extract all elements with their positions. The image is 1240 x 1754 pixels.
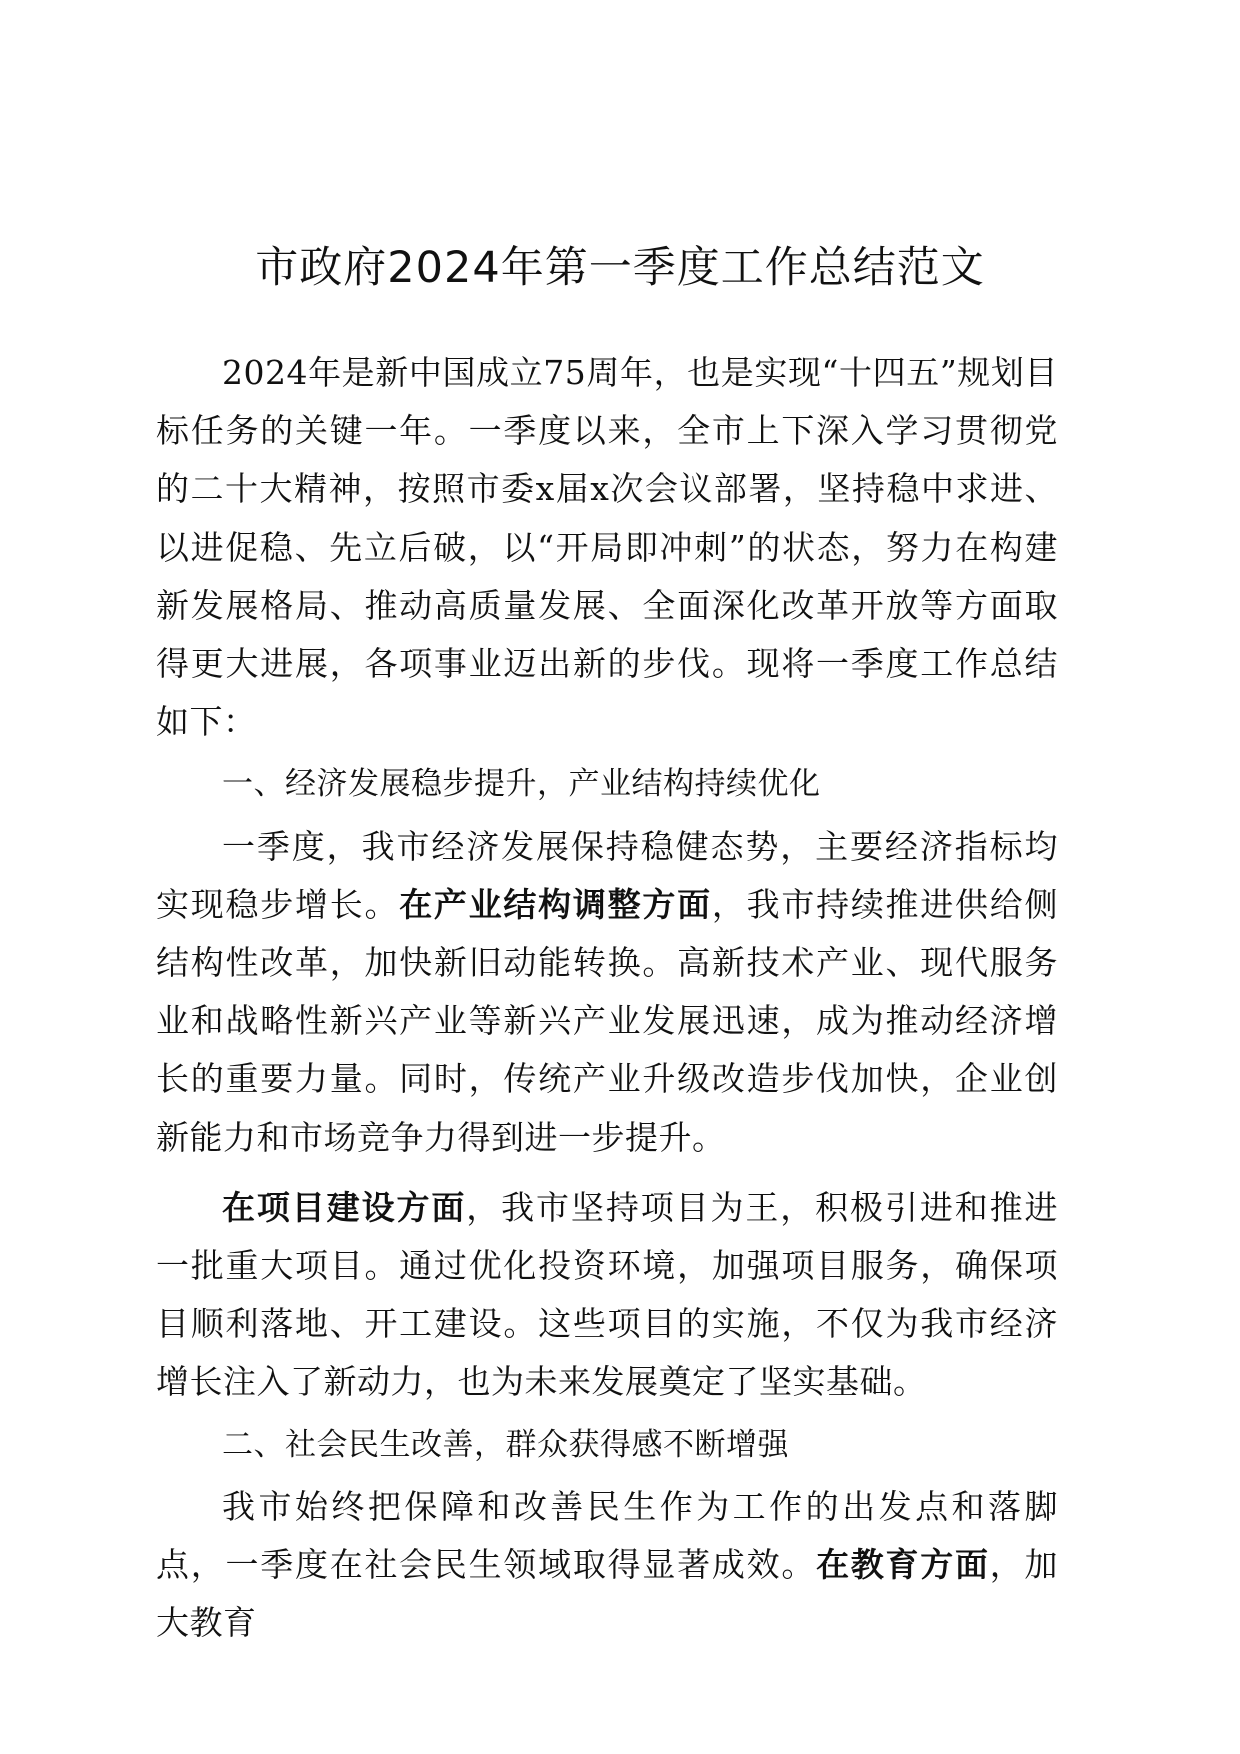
document-title: 市政府2024年第一季度工作总结范文	[255, 243, 985, 293]
paragraph-text: 我市始终把保障和改善民生作为工作的出发点和落脚点，一季度在社会民生领域取得显著成效。	[156, 1486, 1058, 1585]
paragraph-text: 一季度，我市经济发展保持稳健态势，主要经济指标均实现稳步增长。	[156, 826, 1058, 924]
section-1-paragraph-1	[156, 818, 1058, 1167]
document-body	[156, 344, 1058, 1652]
bold-lead: 在教育方面	[816, 1545, 990, 1585]
section-1-heading: 一、经济发展稳步提升，产业结构持续优化	[222, 766, 821, 803]
bold-lead: 在产业结构调整方面	[399, 884, 712, 924]
bold-lead: 在项目建设方面	[222, 1187, 467, 1227]
paragraph-text: ，我市持续推进供给侧结构性改革，加快新旧动能转换。高新技术产业、现代服务业和战略性新兴产业等新兴产业发展迅速，成为推动经济增长的重要力量。同时，传统产业升级改造步伐加快，企业创新能力和市场竞争力得到进一步提升。	[156, 884, 1059, 1157]
intro-paragraph: 2024年是新中国成立75周年，也是实现“十四五”规划目标任务的关键一年。一季度以来，全市上下深入学习贯彻党的二十大精神，按照市委x届x次会议部署，坚持稳中求进、以进促稳、先立后破，以“开局即冲刺”的状态，努力在构建新发展格局、推动高质量发展、全面深化改革开放等方面取得更大进展，各项事业迈出新的步伐。现将一季度工作总结如下：	[156, 353, 1058, 742]
paragraph-text: ，加大教育	[156, 1545, 1059, 1643]
section-2-paragraph-1	[156, 1478, 1058, 1653]
section-2-heading: 二、社会民生改善，群众获得感不断增强	[222, 1426, 789, 1463]
paragraph-text: ，我市坚持项目为王，积极引进和推进一批重大项目。通过优化投资环境，加强项目服务，确保项目顺利落地、开工建设。这些项目的实施，不仅为我市经济增长注入了新动力，也为未来发展奠定了坚实基础。	[156, 1187, 1059, 1402]
section-1-paragraph-2	[156, 1179, 1058, 1412]
